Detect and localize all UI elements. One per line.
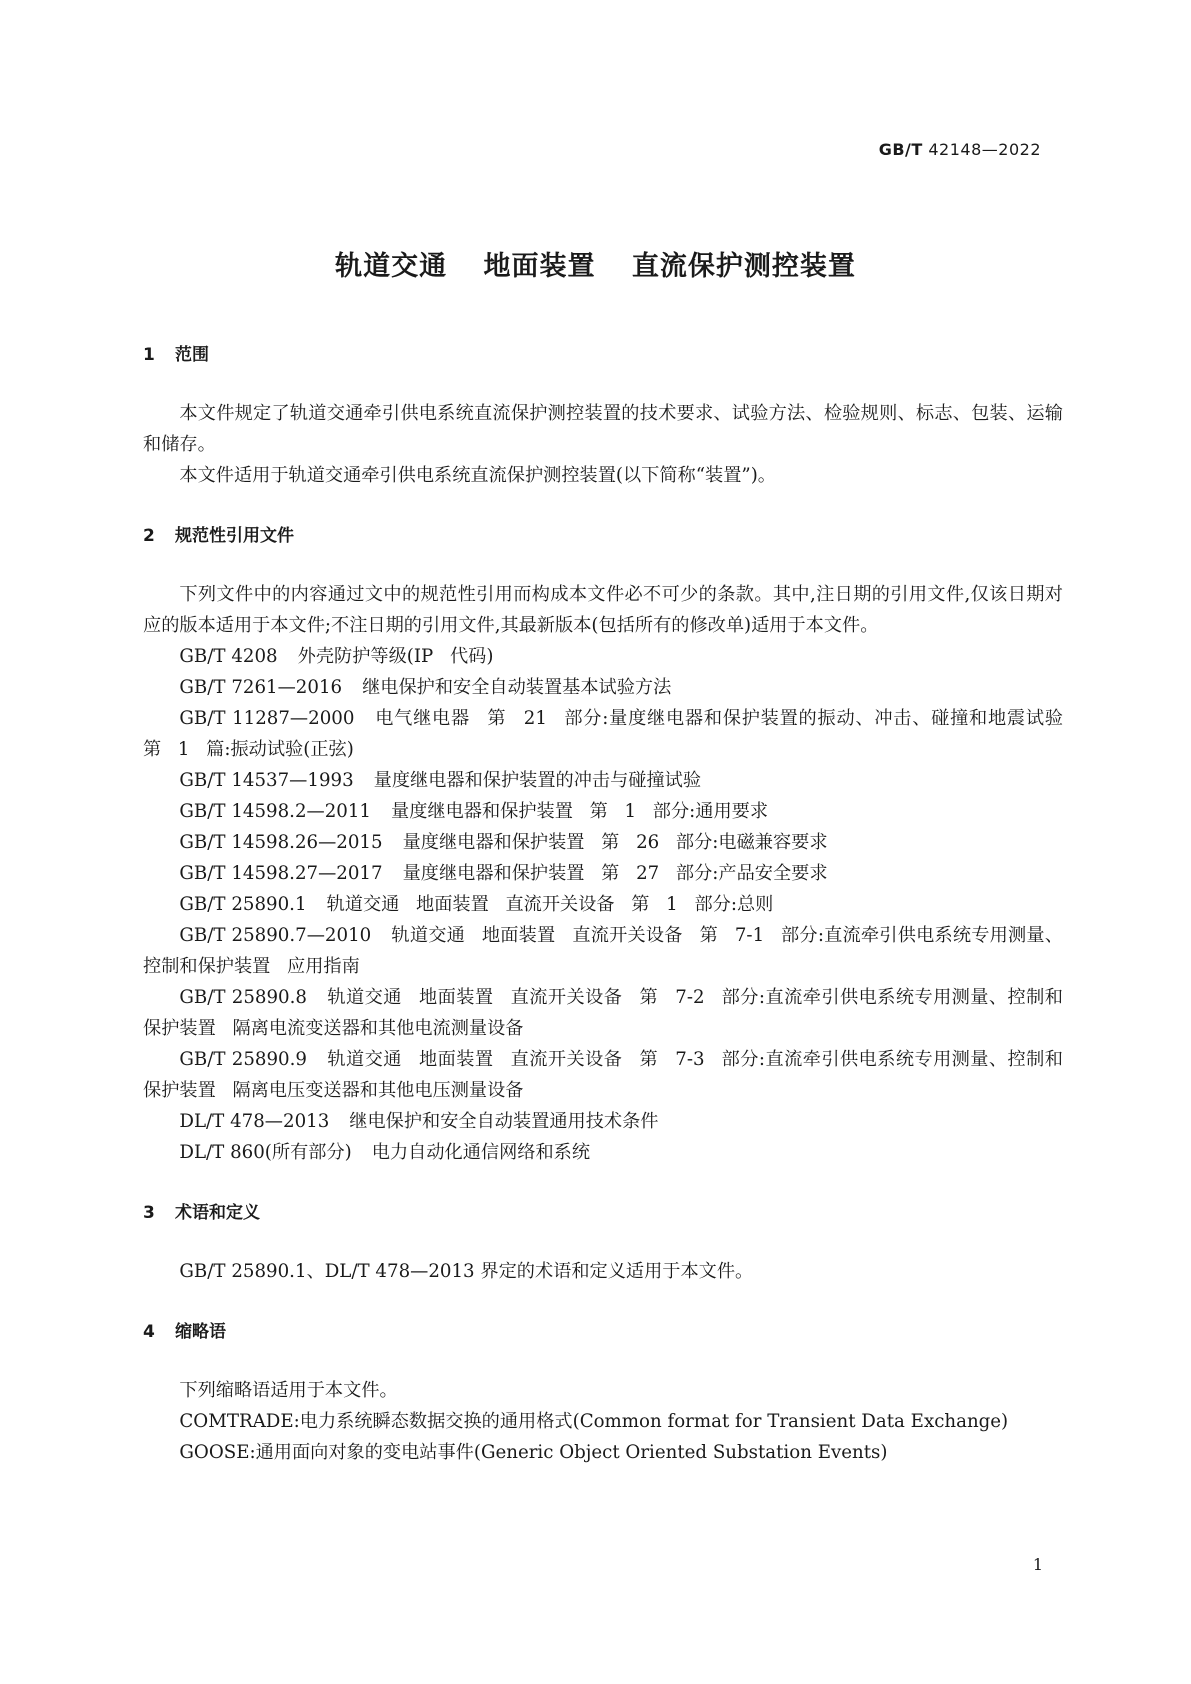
reference-code: GB/T 11287—2000 xyxy=(179,708,355,729)
reference-item xyxy=(143,1106,1063,1137)
paragraph: GB/T 25890.1、DL/T 478—2013 界定的术语和定义适用于本文件。 xyxy=(179,1261,754,1282)
reference-item xyxy=(143,796,1063,827)
reference-code: DL/T 478—2013 xyxy=(179,1111,330,1132)
reference-code: GB/T 4208 xyxy=(179,646,278,667)
reference-title: 量度继电器和保护装置 第 1 部分:通用要求 xyxy=(391,801,769,822)
reference-code: GB/T 14598.26—2015 xyxy=(179,832,383,853)
section-heading-normative-references xyxy=(143,521,1063,551)
paragraph: 本文件适用于轨道交通牵引供电系统直流保护测控装置(以下简称“装置”)。 xyxy=(179,465,776,486)
document-title: 轨道交通 地面装置 直流保护测控装置 xyxy=(335,251,856,282)
reference-list xyxy=(143,641,1063,1168)
reference-code: GB/T 25890.7—2010 xyxy=(179,925,372,946)
section-heading-terms-definitions xyxy=(143,1198,1063,1228)
section-title: 缩略语 xyxy=(175,1322,226,1342)
reference-title: 轨道交通 地面装置 直流开关设备 第 7-3 部分:直流牵引供电系统专用测量、控制和保护装置 隔离电压变送器和其他电压测量设备 xyxy=(143,1049,1063,1101)
section-title: 术语和定义 xyxy=(175,1203,260,1223)
paragraph: 下列缩略语适用于本文件。 xyxy=(179,1380,398,1401)
reference-title: 量度继电器和保护装置的冲击与碰撞试验 xyxy=(373,770,702,791)
section-heading-scope xyxy=(143,340,1063,370)
reference-title: 电气继电器 第 21 部分:量度继电器和保护装置的振动、冲击、碰撞和地震试验 第 1 篇:振动试验(正弦) xyxy=(143,708,1063,760)
reference-title: 轨道交通 地面装置 直流开关设备 第 7-1 部分:直流牵引供电系统专用测量、控制和保护装置 应用指南 xyxy=(143,925,1063,977)
standard-code: 42148—2022 xyxy=(928,140,1041,159)
reference-title: 轨道交通 地面装置 直流开关设备 第 1 部分:总则 xyxy=(326,894,774,915)
reference-item xyxy=(143,641,1063,672)
section-number: 1 xyxy=(143,345,155,365)
reference-code: GB/T 25890.8 xyxy=(179,987,307,1008)
reference-item xyxy=(143,858,1063,889)
reference-item xyxy=(143,765,1063,796)
reference-code: DL/T 860(所有部分) xyxy=(179,1142,352,1163)
paragraph: 下列文件中的内容通过文中的规范性引用而构成本文件必不可少的条款。其中,注日期的引用文件,仅该日期对应的版本适用于本文件;不注日期的引用文件,其最新版本(包括所有的修改单)适用于本文件。 xyxy=(143,584,1063,636)
abbreviation-item: GOOSE:通用面向对象的变电站事件(Generic Object Oriented Substation Events) xyxy=(179,1442,888,1463)
reference-code: GB/T 14537—1993 xyxy=(179,770,354,791)
reference-code: GB/T 25890.9 xyxy=(179,1049,307,1070)
reference-title: 量度继电器和保护装置 第 26 部分:电磁兼容要求 xyxy=(402,832,828,853)
page-number: 1 xyxy=(1032,1555,1043,1574)
document-body xyxy=(143,340,1063,1468)
section-number: 4 xyxy=(143,1322,155,1342)
section-title: 范围 xyxy=(175,345,209,365)
section-number: 2 xyxy=(143,526,155,546)
paragraph: 本文件规定了轨道交通牵引供电系统直流保护测控装置的技术要求、试验方法、检验规则、标志、包装、运输和储存。 xyxy=(143,403,1063,455)
reference-item xyxy=(143,1044,1063,1106)
reference-title: 继电保护和安全自动装置通用技术条件 xyxy=(349,1111,659,1132)
reference-item xyxy=(143,982,1063,1044)
abbreviation-item: COMTRADE:电力系统瞬态数据交换的通用格式(Common format for Transient Data Exchange) xyxy=(179,1411,1009,1432)
section-number: 3 xyxy=(143,1203,155,1223)
reference-code: GB/T 14598.2—2011 xyxy=(179,801,372,822)
section-title: 规范性引用文件 xyxy=(175,526,294,546)
reference-title: 轨道交通 地面装置 直流开关设备 第 7-2 部分:直流牵引供电系统专用测量、控制和保护装置 隔离电流变送器和其他电流测量设备 xyxy=(143,987,1063,1039)
section-heading-abbreviations xyxy=(143,1317,1063,1347)
standard-number xyxy=(879,140,1041,159)
reference-title: 继电保护和安全自动装置基本试验方法 xyxy=(362,677,672,698)
reference-code: GB/T 25890.1 xyxy=(179,894,307,915)
reference-item xyxy=(143,920,1063,982)
reference-title: 量度继电器和保护装置 第 27 部分:产品安全要求 xyxy=(402,863,828,884)
reference-item xyxy=(143,672,1063,703)
reference-title: 外壳防护等级(IP 代码) xyxy=(297,646,494,667)
reference-item xyxy=(143,889,1063,920)
reference-code: GB/T 14598.27—2017 xyxy=(179,863,383,884)
reference-item xyxy=(143,703,1063,765)
standard-prefix: GB/T xyxy=(878,140,923,159)
reference-title: 电力自动化通信网络和系统 xyxy=(371,1142,591,1163)
reference-item xyxy=(143,827,1063,858)
reference-code: GB/T 7261—2016 xyxy=(179,677,343,698)
reference-item xyxy=(143,1137,1063,1168)
